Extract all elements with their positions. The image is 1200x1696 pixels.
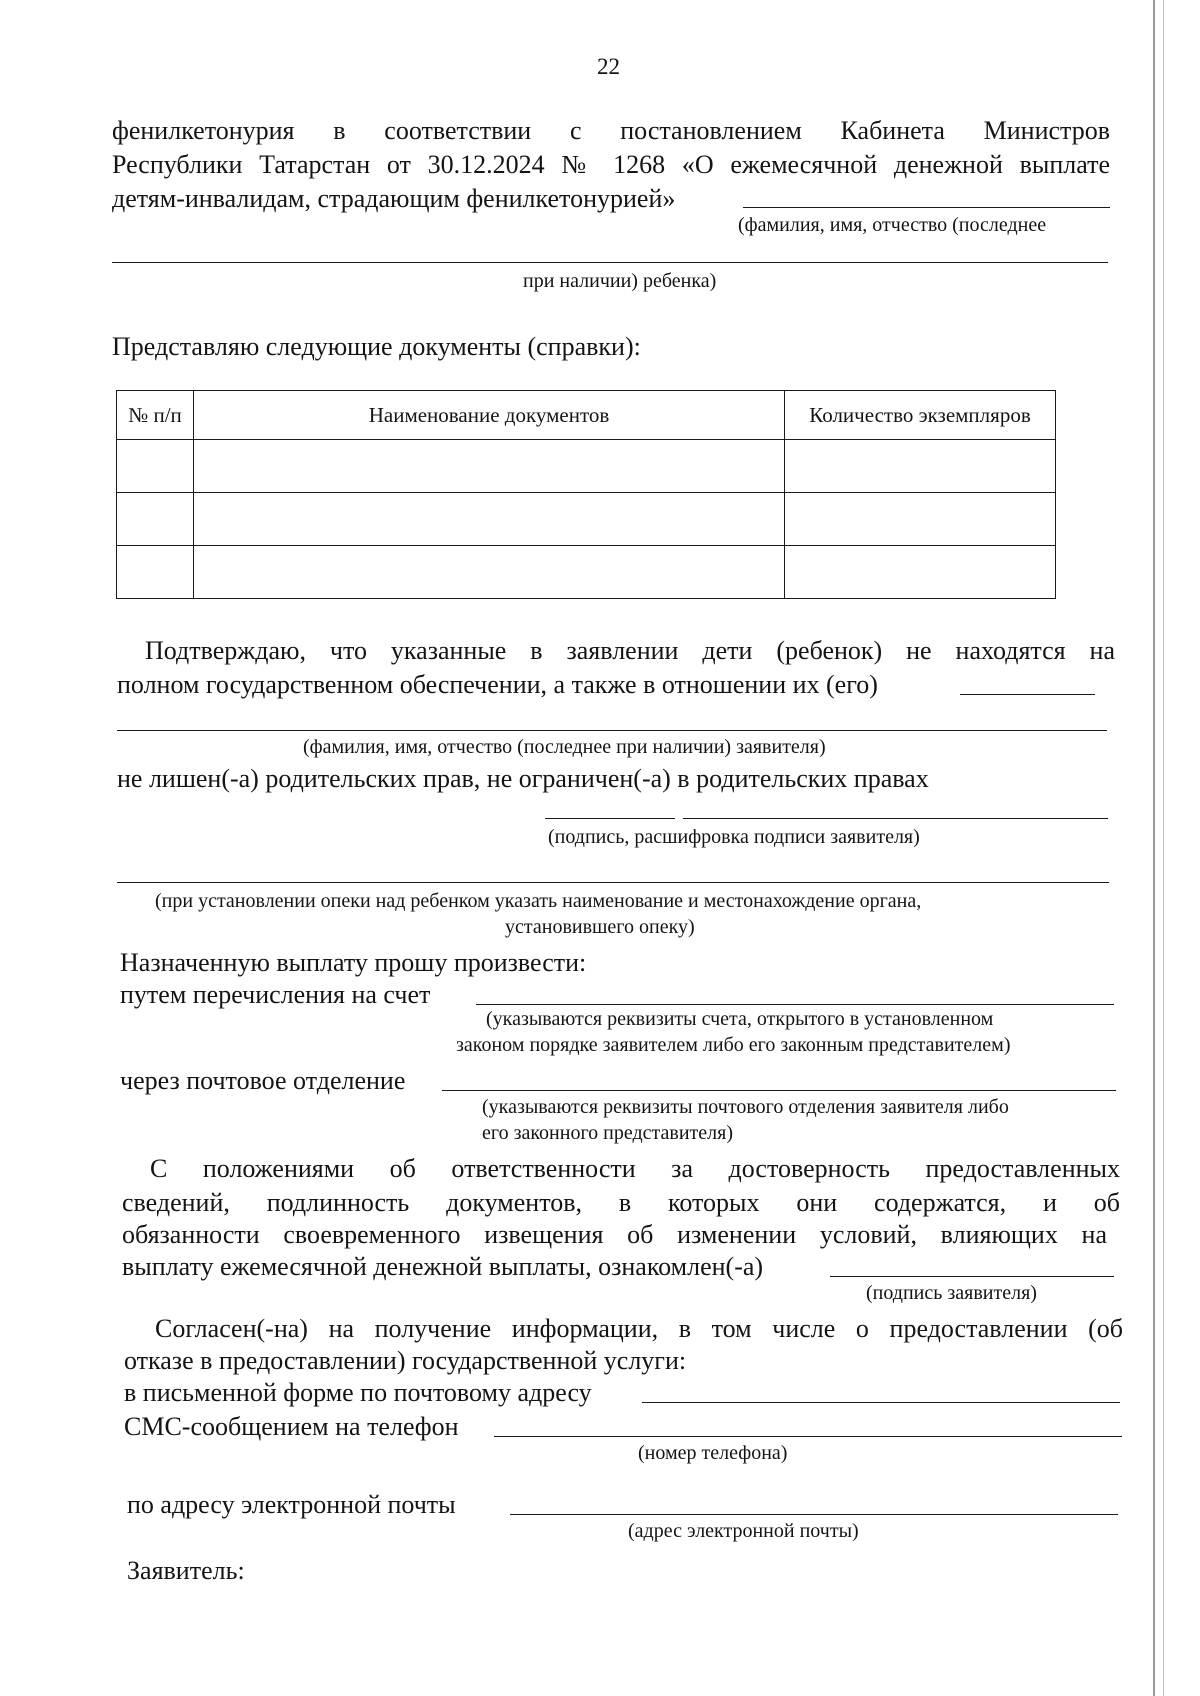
signature-decoding-line <box>683 818 1108 819</box>
email-label: по адресу электронной почты <box>127 1490 456 1519</box>
account-label: путем перечисления на счет <box>120 980 431 1009</box>
email-field[interactable] <box>510 1514 1118 1515</box>
mail-label: в письменной форме по почтовому адресу <box>124 1378 592 1407</box>
intro-line-1: фенилкетонурия в соответствии с постановлением Кабинета Министров <box>112 116 1110 145</box>
table-cell[interactable] <box>194 440 785 493</box>
table-row <box>117 440 1056 493</box>
table-cell[interactable] <box>785 440 1056 493</box>
post-caption-2: его законного представителя) <box>482 1122 734 1144</box>
post-field[interactable] <box>442 1090 1116 1091</box>
post-label: через почтовое отделение <box>120 1066 406 1095</box>
table-cell[interactable] <box>194 493 785 546</box>
table-cell[interactable] <box>117 493 194 546</box>
intro-line-2: Республики Татарстан от 30.12.2024 № 1268 «О ежемесячной денежной выплате <box>112 150 1110 179</box>
col-number-header: № п/п <box>117 391 194 440</box>
phone-field[interactable] <box>494 1436 1122 1437</box>
applicant-name-caption: (фамилия, имя, отчество (последнее при наличии) заявителя) <box>303 736 826 758</box>
post-caption-1: (указываются реквизиты почтового отделения заявителя либо <box>482 1096 1009 1118</box>
consent-line-2: отказе в предоставлении) государственной услуги: <box>124 1346 687 1375</box>
documents-heading: Представляю следующие документы (справки): <box>112 332 641 361</box>
table-cell[interactable] <box>117 546 194 599</box>
responsibility-line-2: сведений, подлинность документов, в которых они содержатся, и об <box>122 1188 1120 1217</box>
page-number: 22 <box>597 54 620 79</box>
scan-edge <box>1153 0 1155 1696</box>
responsibility-caption: (подпись заявителя) <box>866 1282 1037 1304</box>
account-caption-1: (указываются реквизиты счета, открытого в установленном <box>486 1008 994 1030</box>
table-cell[interactable] <box>117 440 194 493</box>
table-cell[interactable] <box>194 546 785 599</box>
signature-line <box>545 818 675 819</box>
responsibility-signature-field[interactable] <box>830 1276 1114 1277</box>
child-name-caption-1: (фамилия, имя, отчество (последнее <box>738 214 1047 236</box>
scan-edge-shadow <box>1163 0 1164 1696</box>
account-field[interactable] <box>476 1004 1114 1005</box>
child-name-line-2 <box>112 262 1108 263</box>
guardian-caption-2: установившего опеку) <box>505 916 695 938</box>
intro-line-3: детям-инвалидам, страдающим фенилкетонурией» <box>112 184 676 213</box>
responsibility-line-1: С положениями об ответственности за достоверность предоставленных <box>150 1154 1120 1183</box>
responsibility-line-4: выплату ежемесячной денежной выплаты, ознакомлен(-а) <box>122 1252 764 1281</box>
applicant-name-line-2 <box>117 730 1107 731</box>
confirm-line-3: не лишен(-а) родительских прав, не ограничен(-а) в родительских правах <box>117 764 929 793</box>
table-cell[interactable] <box>785 493 1056 546</box>
confirm-line-1: Подтверждаю, что указанные в заявлении дети (ребенок) не находятся на <box>145 636 1115 665</box>
responsibility-line-3: обязанности своевременного извещения об изменении условий, влияющих на <box>122 1220 1107 1249</box>
guardian-caption-1: (при установлении опеки над ребенком указать наименование и местонахождение органа, <box>155 890 922 912</box>
applicant-name-line <box>960 694 1095 695</box>
child-name-caption-2: при наличии) ребенка) <box>523 270 717 292</box>
col-qty-header: Количество экземпляров <box>785 391 1056 440</box>
documents-table <box>116 390 1056 599</box>
signature-caption: (подпись, расшифровка подписи заявителя) <box>548 826 920 848</box>
col-name-header: Наименование документов <box>194 391 785 440</box>
phone-caption: (номер телефона) <box>638 1442 788 1464</box>
payment-heading: Назначенную выплату прошу произвести: <box>120 948 587 977</box>
applicant-label: Заявитель: <box>127 1556 245 1585</box>
table-row <box>117 546 1056 599</box>
guardian-line <box>117 882 1109 883</box>
sms-label: СМС-сообщением на телефон <box>124 1412 459 1441</box>
confirm-line-2: полном государственном обеспечении, а также в отношении их (его) <box>117 670 878 699</box>
email-caption: (адрес электронной почты) <box>628 1520 859 1542</box>
consent-line-1: Согласен(-на) на получение информации, в том числе о предоставлении (об <box>155 1314 1123 1343</box>
table-row <box>117 493 1056 546</box>
table-header-row <box>117 391 1056 440</box>
account-caption-2: законом порядке заявителем либо его законным представителем) <box>456 1034 1011 1056</box>
mail-address-field[interactable] <box>642 1402 1120 1403</box>
child-name-line <box>743 207 1110 208</box>
table-cell[interactable] <box>785 546 1056 599</box>
